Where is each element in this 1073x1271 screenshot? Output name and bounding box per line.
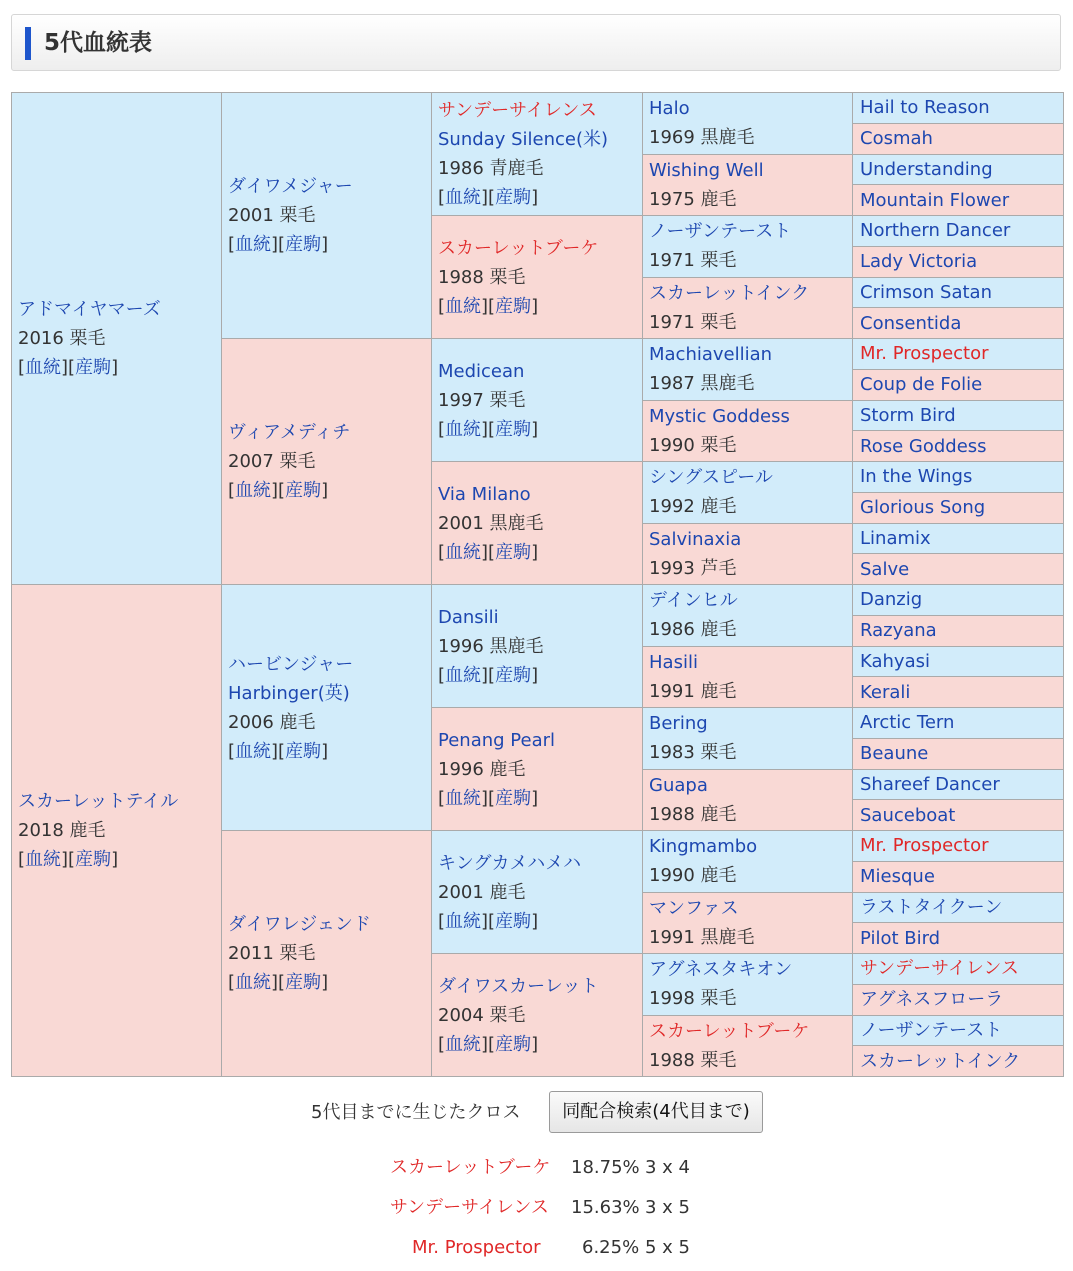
horse-links: [血統][産駒]	[438, 910, 539, 932]
pedigree-link[interactable]: 血統	[25, 849, 62, 870]
horse-name[interactable]: キングカメハメハ	[438, 852, 582, 874]
horse-name[interactable]: Sauceboat	[860, 804, 956, 826]
pedigree-cell-gen2	[222, 339, 432, 585]
pedigree-table	[11, 92, 1064, 1077]
pedigree-cell-gen5	[853, 369, 1064, 400]
pedigree-cell-gen5	[853, 954, 1064, 985]
pedigree-cell-gen3	[432, 585, 643, 708]
pedigree-cell-gen5	[853, 554, 1064, 585]
horse-info: 2004 栗毛	[438, 1004, 526, 1026]
pedigree-cell-gen2	[222, 93, 432, 339]
horse-links: [血統][産駒]	[438, 418, 539, 440]
horse-links: [血統][産駒]	[18, 357, 119, 378]
pedigree-cell-gen5	[853, 708, 1064, 739]
pedigree-link[interactable]: 血統	[445, 664, 482, 686]
horse-name[interactable]: Linamix	[860, 527, 931, 549]
pedigree-link[interactable]: 血統	[235, 480, 272, 501]
horse-name[interactable]: ダイワスカーレット	[438, 975, 599, 997]
pedigree-cell-gen4	[643, 339, 853, 401]
horse-name[interactable]: Mr. Prospector	[860, 343, 989, 365]
horse-name[interactable]: Razyana	[860, 620, 937, 642]
pedigree-row	[12, 585, 1064, 616]
foals-link[interactable]: 産駒	[495, 295, 532, 317]
horse-name[interactable]: Coup de Folie	[860, 374, 983, 396]
horse-info: 1988 栗毛	[438, 266, 526, 288]
pedigree-cell-gen5	[853, 585, 1064, 616]
cross-percentage: 18.75%	[571, 1157, 640, 1178]
pedigree-cell-gen5	[853, 400, 1064, 431]
horse-info: 1996 黒鹿毛	[438, 635, 544, 657]
horse-links: [血統][産駒]	[438, 1033, 539, 1055]
pedigree-cell-gen4	[643, 523, 853, 585]
pedigree-cell-gen5	[853, 308, 1064, 339]
pedigree-cell-gen4	[643, 769, 853, 831]
horse-info: 1983 栗毛	[649, 742, 737, 764]
pedigree-link[interactable]: 血統	[445, 541, 482, 563]
horse-name[interactable]: Penang Pearl	[438, 729, 555, 751]
pedigree-row	[12, 93, 1064, 124]
pedigree-cell-gen5	[853, 615, 1064, 646]
horse-name[interactable]: Medicean	[438, 360, 525, 382]
horse-info: 2001 黒鹿毛	[438, 512, 544, 534]
pedigree-cell-gen5	[853, 216, 1064, 247]
foals-link[interactable]: 産駒	[495, 787, 532, 809]
pedigree-link[interactable]: 血統	[235, 972, 272, 993]
foals-link[interactable]: 産駒	[285, 740, 322, 762]
pedigree-link[interactable]: 血統	[445, 187, 482, 208]
horse-name[interactable]: Miesque	[860, 866, 935, 888]
horse-info: 1992 鹿毛	[649, 496, 737, 518]
page-title: 5代血統表	[44, 30, 153, 56]
pedigree-cell-gen4	[643, 831, 853, 893]
horse-links: [血統][産駒]	[18, 849, 119, 870]
horse-info: 1998 栗毛	[649, 988, 737, 1010]
section-header	[11, 14, 1061, 71]
horse-name[interactable]: Cosmah	[860, 128, 933, 150]
horse-name[interactable]: スカーレットテイル	[18, 791, 179, 812]
pedigree-cell-gen3	[432, 93, 643, 216]
horse-name[interactable]: Glorious Song	[860, 497, 986, 519]
foals-link[interactable]: 産駒	[495, 910, 532, 932]
horse-name[interactable]: Hail to Reason	[860, 97, 990, 119]
horse-name[interactable]: ヴィアメディチ	[228, 422, 351, 443]
horse-name[interactable]: Lady Victoria	[860, 251, 978, 273]
horse-info: 2001 鹿毛	[438, 881, 526, 903]
horse-name[interactable]: Northern Dancer	[860, 220, 1011, 242]
horse-links: [血統][産駒]	[438, 187, 539, 208]
foals-link[interactable]: 産駒	[285, 972, 322, 993]
cross-generation: 5 x 5	[645, 1237, 690, 1258]
horse-name[interactable]: スカーレットブーケ	[438, 237, 599, 259]
horse-info: 1990 鹿毛	[649, 865, 737, 887]
pedigree-cell-gen5	[853, 492, 1064, 523]
pedigree-cell-gen5	[853, 431, 1064, 462]
pedigree-cell-gen5	[853, 800, 1064, 831]
horse-info: 2007 栗毛	[228, 451, 316, 472]
horse-name[interactable]: アグネスフローラ	[860, 989, 1004, 1011]
horse-name[interactable]: サンデーサイレンス	[860, 958, 1019, 980]
search-same-mating-button[interactable]: 同配合検索(4代目まで)	[549, 1091, 763, 1133]
pedigree-cell-gen4	[643, 277, 853, 339]
horse-info: 1975 鹿毛	[649, 188, 737, 210]
pedigree-cell-gen5	[853, 738, 1064, 769]
horse-name[interactable]: Mr. Prospector	[860, 835, 989, 857]
horse-info: 1971 栗毛	[649, 250, 737, 272]
horse-name[interactable]: Understanding	[860, 158, 993, 180]
pedigree-cell-gen5	[853, 861, 1064, 892]
horse-name[interactable]: Guapa	[649, 774, 708, 796]
horse-name[interactable]: Salve	[860, 558, 910, 580]
pedigree-cell-gen5	[853, 246, 1064, 277]
horse-name[interactable]: Storm Bird	[860, 404, 956, 426]
pedigree-cell-gen5	[853, 277, 1064, 308]
horse-name[interactable]: Kahyasi	[860, 650, 930, 672]
pedigree-cell-gen3	[432, 708, 643, 831]
horse-name[interactable]: マンファス	[649, 897, 739, 919]
horse-info: 2016 栗毛	[18, 328, 106, 349]
horse-name[interactable]: ラストタイクーン	[860, 896, 1003, 918]
horse-info: 1991 黒鹿毛	[649, 926, 755, 948]
cross-percentage: 15.63%	[571, 1197, 640, 1218]
pedigree-cell-gen5	[853, 185, 1064, 216]
foals-link[interactable]: 産駒	[285, 480, 322, 501]
horse-name[interactable]: Mystic Goddess	[649, 405, 790, 427]
horse-name-alt[interactable]: Sunday Silence(米)	[438, 129, 608, 150]
pedigree-cell-gen4	[643, 585, 853, 647]
horse-links: [血統][産駒]	[438, 541, 539, 563]
horse-name[interactable]: Arctic Tern	[860, 712, 955, 734]
cross-generation: 3 x 5	[645, 1197, 690, 1218]
horse-info: 1988 鹿毛	[649, 803, 737, 825]
horse-links: [血統][産駒]	[228, 972, 329, 993]
horse-info: 2001 栗毛	[228, 205, 316, 226]
horse-info: 1969 黒鹿毛	[649, 127, 755, 149]
horse-name[interactable]: デインヒル	[649, 590, 738, 612]
horse-name[interactable]: Rose Goddess	[860, 435, 987, 457]
horse-info: 2011 栗毛	[228, 943, 316, 964]
pedigree-cell-gen5	[853, 1015, 1064, 1046]
horse-name[interactable]: Halo	[649, 98, 690, 120]
horse-name[interactable]: スカーレットインク	[860, 1050, 1021, 1072]
horse-links: [血統][産駒]	[438, 787, 539, 809]
foals-link[interactable]: 産駒	[75, 849, 112, 870]
horse-links: [血統][産駒]	[228, 234, 329, 255]
horse-name[interactable]: ハービンジャー	[228, 653, 354, 675]
pedigree-cell-gen5	[853, 923, 1064, 954]
horse-info: 1990 栗毛	[649, 434, 737, 456]
cross-percentage: 6.25%	[582, 1237, 640, 1258]
horse-name[interactable]: Crimson Satan	[860, 281, 992, 303]
horse-name[interactable]: Dansili	[438, 606, 499, 628]
horse-name[interactable]: Consentida	[860, 312, 962, 334]
pedigree-link[interactable]: 血統	[235, 740, 272, 762]
horse-links: [血統][産駒]	[438, 295, 539, 317]
pedigree-cell-gen5	[853, 154, 1064, 185]
horse-name[interactable]: Salvinaxia	[649, 528, 742, 550]
horse-name[interactable]: アドマイヤマーズ	[18, 299, 161, 320]
pedigree-cell-gen4	[643, 708, 853, 770]
pedigree-link[interactable]: 血統	[445, 295, 482, 317]
horse-name[interactable]: シングスピール	[649, 467, 773, 489]
horse-name-alt[interactable]: Harbinger(英)	[228, 682, 350, 704]
pedigree-cell-gen5	[853, 339, 1064, 370]
horse-name[interactable]: ダイワレジェンド	[228, 914, 371, 935]
horse-info: 1971 栗毛	[649, 311, 737, 333]
horse-name[interactable]: Hasili	[649, 651, 698, 673]
pedigree-cell-gen4	[643, 216, 853, 278]
pedigree-cell-gen5	[853, 462, 1064, 493]
foals-link[interactable]: 産駒	[495, 187, 532, 208]
pedigree-cell-gen4	[643, 1015, 853, 1077]
pedigree-cell-gen4	[643, 646, 853, 708]
pedigree-cell-gen2	[222, 831, 432, 1077]
horse-name[interactable]: Kingmambo	[649, 836, 758, 858]
horse-name[interactable]: スカーレットブーケ	[649, 1020, 810, 1042]
pedigree-cell-gen5	[853, 1046, 1064, 1077]
horse-name[interactable]: Wishing Well	[649, 159, 764, 181]
horse-name[interactable]: Mountain Flower	[860, 189, 1010, 211]
pedigree-cell-gen5	[853, 523, 1064, 554]
horse-info: 1987 黒鹿毛	[649, 373, 755, 395]
pedigree-cell-gen5	[853, 93, 1064, 124]
pedigree-cell-gen4	[643, 154, 853, 216]
pedigree-cell-gen5	[853, 646, 1064, 677]
pedigree-cell-gen3	[432, 462, 643, 585]
pedigree-cell-gen4	[643, 954, 853, 1016]
pedigree-cell-gen5	[853, 984, 1064, 1015]
pedigree-link[interactable]: 血統	[445, 418, 482, 440]
pedigree-cell-gen1	[12, 585, 222, 1077]
foals-link[interactable]: 産駒	[495, 418, 532, 440]
pedigree-link[interactable]: 血統	[235, 234, 272, 255]
pedigree-cell-gen5	[853, 892, 1064, 923]
horse-name[interactable]: Beaune	[860, 743, 929, 765]
horse-name[interactable]: サンデーサイレンス	[438, 100, 597, 121]
pedigree-cell-gen5	[853, 769, 1064, 800]
horse-name[interactable]: Pilot Bird	[860, 927, 941, 949]
pedigree-cell-gen4	[643, 892, 853, 954]
pedigree-link[interactable]: 血統	[445, 787, 482, 809]
horse-info: 1996 鹿毛	[438, 758, 526, 780]
horse-name[interactable]: ノーザンテースト	[649, 221, 792, 243]
pedigree-cell-gen3	[432, 831, 643, 954]
horse-info: 1993 芦毛	[649, 557, 737, 579]
horse-info: 2018 鹿毛	[18, 820, 106, 841]
foals-link[interactable]: 産駒	[495, 664, 532, 686]
horse-links: [血統][産駒]	[438, 664, 539, 686]
pedigree-cell-gen4	[643, 400, 853, 462]
pedigree-cell-gen2	[222, 585, 432, 831]
cross-name[interactable]: サンデーサイレンス	[390, 1197, 549, 1218]
pedigree-cell-gen4	[643, 93, 853, 155]
pedigree-link[interactable]: 血統	[445, 1033, 482, 1055]
cross-name[interactable]: スカーレットブーケ	[390, 1157, 551, 1178]
horse-name[interactable]: Machiavellian	[649, 344, 773, 366]
horse-name[interactable]: Shareef Dancer	[860, 773, 1000, 795]
horse-name[interactable]: Bering	[649, 713, 708, 735]
cross-generation: 3 x 4	[645, 1157, 690, 1178]
foals-link[interactable]: 産駒	[495, 1033, 532, 1055]
horse-name[interactable]: アグネスタキオン	[649, 959, 793, 981]
horse-name[interactable]: Via Milano	[438, 483, 531, 505]
cross-name[interactable]: Mr. Prospector	[412, 1237, 541, 1258]
pedigree-cell-gen5	[853, 831, 1064, 862]
pedigree-cell-gen1	[12, 93, 222, 585]
pedigree-cell-gen3	[432, 216, 643, 339]
horse-info: 2006 鹿毛	[228, 711, 316, 733]
foals-link[interactable]: 産駒	[75, 357, 112, 378]
pedigree-cell-gen5	[853, 123, 1064, 154]
pedigree-cell-gen3	[432, 954, 643, 1077]
foals-link[interactable]: 産駒	[285, 234, 322, 255]
horse-info: 1986 鹿毛	[649, 619, 737, 641]
foals-link[interactable]: 産駒	[495, 541, 532, 563]
cross-label: 5代目までに生じたクロス	[311, 1102, 521, 1123]
horse-name[interactable]: ノーザンテースト	[860, 1019, 1003, 1041]
pedigree-cell-gen5	[853, 677, 1064, 708]
horse-name[interactable]: ダイワメジャー	[228, 176, 353, 197]
horse-name[interactable]: スカーレットインク	[649, 282, 810, 304]
horse-name[interactable]: In the Wings	[860, 466, 973, 488]
pedigree-link[interactable]: 血統	[25, 357, 62, 378]
horse-info: 1997 栗毛	[438, 389, 526, 411]
horse-name[interactable]: Kerali	[860, 681, 911, 703]
pedigree-cell-gen3	[432, 339, 643, 462]
pedigree-cell-gen4	[643, 462, 853, 524]
horse-links: [血統][産駒]	[228, 480, 329, 501]
horse-info: 1991 鹿毛	[649, 680, 737, 702]
horse-info: 1986 青鹿毛	[438, 158, 544, 179]
pedigree-link[interactable]: 血統	[445, 910, 482, 932]
horse-links: [血統][産駒]	[228, 740, 329, 762]
header-accent-bar	[25, 27, 31, 60]
horse-name[interactable]: Danzig	[860, 589, 923, 611]
horse-info: 1988 栗毛	[649, 1049, 737, 1071]
